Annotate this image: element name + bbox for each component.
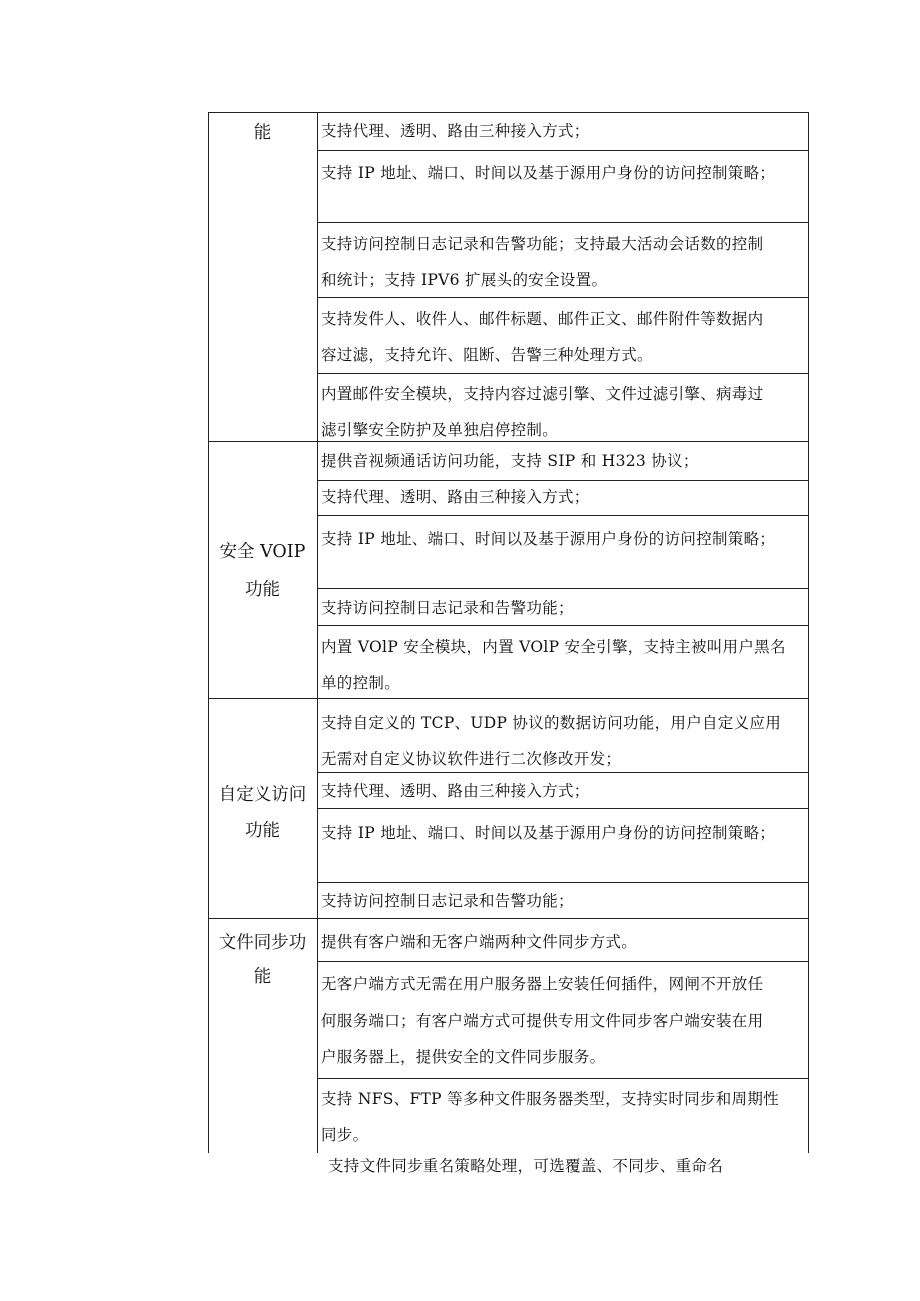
feature-label-line: 能 [253, 967, 272, 987]
feature-item-line: 支持访问控制日志记录和告警功能； [321, 599, 574, 617]
item-divider [317, 588, 809, 589]
feature-label-line: 文件同步功 [218, 933, 307, 953]
feature-item-line: 无客户端方式无需在用户服务器上安装任何插件，网闸不开放任 [321, 975, 764, 993]
feature-item-line: 提供音视频通话访问功能，支持 SIP 和 H323 协议； [321, 452, 699, 470]
item-divider [317, 961, 809, 962]
item-divider [317, 1078, 809, 1079]
feature-label-line: 安全 VOIP [219, 542, 306, 562]
feature-item-line: 内置 VOlP 安全模块，内置 VOlP 安全引擎，支持主被叫用户黑名 [321, 638, 786, 656]
feature-item-line: 单的控制。 [321, 674, 401, 692]
feature-item-line: 户服务器上，提供安全的文件同步服务。 [321, 1048, 606, 1066]
feature-item-line: 支持 IP 地址、端口、时间以及基于源用户身份的访问控制策略； [321, 824, 776, 842]
feature-item-line: 支持访问控制日志记录和告警功能； [321, 892, 574, 910]
feature-item-line: 容过滤，支持允许、阻断、告警三种处理方式。 [321, 346, 653, 364]
feature-item-line: 支持 IP 地址、端口、时间以及基于源用户身份的访问控制策略； [321, 164, 776, 182]
feature-item-line: 支持发件人、收件人、邮件标题、邮件正文、邮件附件等数据内 [321, 310, 764, 328]
feature-item-line: 支持访问控制日志记录和告警功能；支持最大活动会话数的控制 [321, 235, 764, 253]
feature-item-line: 支持 IP 地址、端口、时间以及基于源用户身份的访问控制策略； [321, 530, 776, 548]
feature-item-line: 何服务端口；有客户端方式可提供专用文件同步客户端安装在用 [321, 1012, 764, 1030]
table-left-border [208, 112, 209, 1153]
feature-label-line: 自定义访问 [218, 785, 307, 805]
feature-item-line: 支持 NFS、FTP 等多种文件服务器类型，支持实时同步和周期性 [321, 1090, 779, 1108]
feature-label-line: 能 [253, 123, 272, 143]
feature-item-line: 支持代理、透明、路由三种接入方式； [321, 488, 590, 506]
feature-item-line: 支持代理、透明、路由三种接入方式； [321, 122, 590, 140]
column-divider [317, 112, 318, 1153]
item-divider [317, 150, 809, 151]
feature-item-line: 支持自定义的 TCP、UDP 协议的数据访问功能，用户自定义应用 [321, 714, 782, 732]
feature-item-line: 支持代理、透明、路由三种接入方式； [321, 782, 590, 800]
feature-item-line: 同步。 [321, 1126, 369, 1144]
feature-label-line: 功能 [245, 580, 280, 600]
table-right-border [808, 112, 809, 1153]
feature-item-line: 内置邮件安全模块，支持内容过滤引擎、文件过滤引擎、病毒过 [321, 385, 764, 403]
item-divider [317, 222, 809, 223]
trailing-paragraph: 支持文件同步重名策略处理，可选覆盖、不同步、重命名 [328, 1157, 724, 1175]
feature-item-line: 和统计；支持 IPV6 扩展头的安全设置。 [321, 271, 608, 289]
feature-item-line: 提供有客户端和无客户端两种文件同步方式。 [321, 933, 638, 951]
feature-label-line: 功能 [245, 821, 280, 841]
feature-item-line: 无需对自定义协议软件进行二次修改开发； [321, 750, 622, 768]
feature-item-line: 滤引擎安全防护及单独启停控制。 [321, 421, 559, 439]
